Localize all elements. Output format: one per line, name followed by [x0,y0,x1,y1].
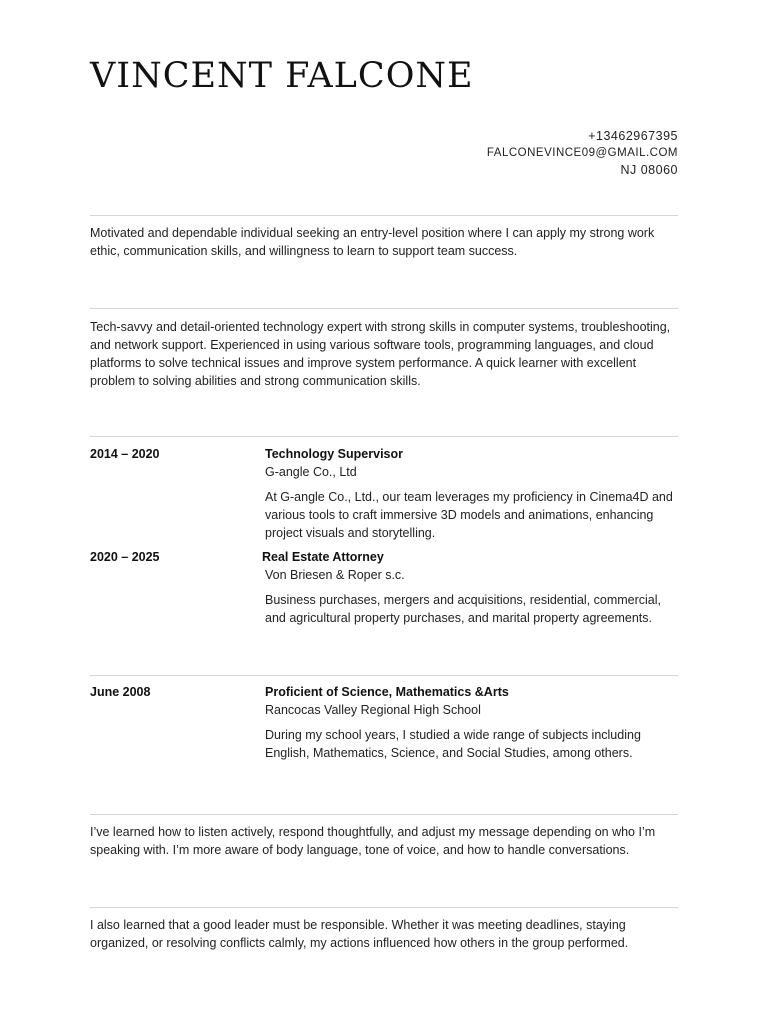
candidate-name: VINCENT FALCONE [90,56,474,96]
objective-text: Motivated and dependable individual seeking an entry-level position where I can apply my strong work ethic, communication skills, and willingness to learn to support team success. [90,226,655,258]
entry-title: Technology Supervisor [265,447,403,461]
entry-title: Proficient of Science, Mathematics &Arts [265,685,509,699]
phone-number: +13462967395 [588,129,678,143]
entry-organization: Rancocas Valley Regional High School [265,703,481,717]
section-divider [90,814,678,815]
section-divider [90,436,678,437]
entry-dates: 2014 – 2020 [90,447,160,461]
section-divider [90,675,678,676]
entry-organization: G-angle Co., Ltd [265,465,357,479]
entry-dates: June 2008 [90,685,151,699]
contact-info [487,128,678,179]
location: NJ 08060 [620,163,678,177]
reflection-text: I’ve learned how to listen actively, respond thoughtfully, and adjust my message depending on who I’m speaking with. I’m more aware of body language, tone of voice, and how to handle conversations. [90,825,656,857]
reflection-text: I also learned that a good leader must be responsible. Whether it was meeting deadlines, staying organized, or resolving conflicts calmly, my actions influenced how others in the group performed. [90,918,629,950]
section-divider [90,308,678,309]
entry-description: During my school years, I studied a wide range of subjects including English, Mathematics, Science, and Social Studies, among others. [265,728,641,760]
summary-text: Tech-savvy and detail-oriented technology expert with strong skills in computer systems, troubleshooting, and network support. Experienced in using various software tools, programming languages, and cloud platforms to solve technical issues and improve system performance. A quick learner with excellent problem to solving abilities and strong communication skills. [90,320,671,388]
entry-dates: 2020 – 2025 [90,550,160,564]
section-divider [90,907,678,908]
entry-description: Business purchases, mergers and acquisitions, residential, commercial, and agricultural property purchases, and marital property agreements. [265,593,662,625]
entry-organization: Von Briesen & Roper s.c. [265,568,405,582]
entry-description: At G-angle Co., Ltd., our team leverages my proficiency in Cinema4D and various tools to craft immersive 3D models and animations, enhancing project visuals and storytelling. [265,490,673,540]
section-divider [90,215,678,216]
email-address: FALCONEVINCE09@GMAIL.COM [486,147,678,159]
entry-title: Real Estate Attorney [262,550,384,564]
